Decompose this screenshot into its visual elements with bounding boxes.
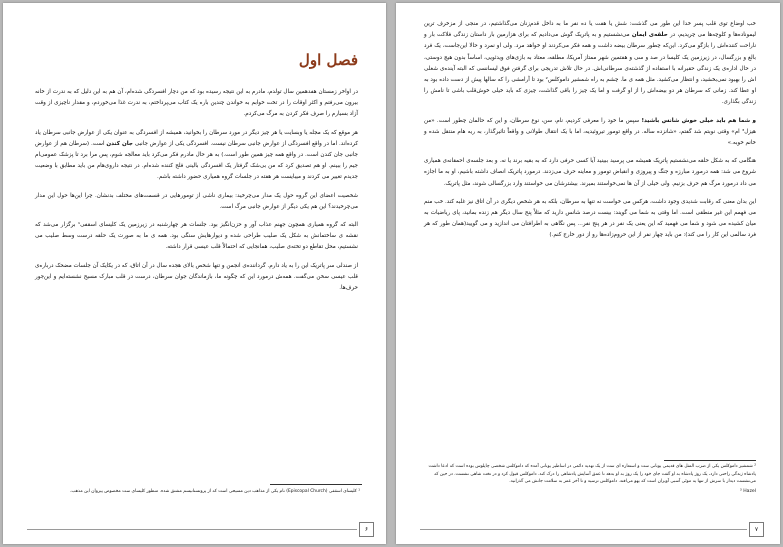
footnote-separator: [664, 460, 756, 461]
bold-phrase: جان کندن: [106, 140, 133, 147]
page-number-rule: [420, 529, 747, 530]
footnotes: [424, 463, 756, 497]
paragraph: از صندلی سر پاتریک این را به یاد دارم. گرداننده‌ی انجمن و تنها شخص بالای هجده سال در آن اتاق، که در یکایک آن جلسات مضحک درباره‌ی قلب عیسی سخن می‌گفت. همه‌ش درمورد این که چگونه ما، بازماندگان جوان سرطان، درست در قلب مبارک مسیح نشسته‌ایم و این‌جور حرف‌ها.: [35, 262, 358, 292]
page-right-body: [424, 19, 756, 249]
page-left-body: [35, 51, 358, 301]
page-number: ۶: [359, 522, 374, 537]
paragraph: شخصیت اعضای این گروه حول یک مدار می‌چرخید: بیماری ناشی از تومورهایی در قسمت‌های مختلف بدنشان. چرا این‌ها حول این مدار می‌چرخیدند؟ این هم یکی دیگر از عوارض جانبی مرگ است.: [35, 192, 358, 210]
paragraph: هنگامی که به شکل حلقه می‌نشستیم پاتریک همیشه می پرسید ببینید آیا کسی حرفی دارد که به بقیه برند یا نه. و بعد جلسه‌ی احمقانه‌ی همیاری شروع می شد: همه درمورد مبارزه و جنگ و پیروزی و انقباض تومور و معاینه حرف می‌زدند. درمورد پاتریک انصاف داشته باشیم، او به ما اجازه می داد درمورد مرگ هم حرف بزنیم. ولی خیلی از آن ها نمی‌خواستند بمیرند. بیشترشان می خواستند وارد بزرگسالی شوند، مثل پاتریک.: [424, 158, 756, 187]
bold-phrase: حلقه‌ی ایمان: [631, 32, 668, 39]
footnote-separator: [270, 484, 362, 485]
page-right: [396, 3, 780, 544]
paragraph: این بدان معنی که رقابت شدیدی وجود داشت، هرکس می خواست نه تنها به سرطان، بلکه به هر شخص دیگری در آن اتاق نیز غلبه کند. خب منم می فهمم این غیر منطقی است. اما وقتی به شما می گویند: بیست درصد شانس دارید که مثلاً پنج سال دیگر هم زنده بمانید، پای ریاضیات به میان کشیده می شود و شما می فهمید که این یعنی یک نفر در هر پنج نفر... پس نگاهی به اطرافتان می اندازید و می گویید(همان طور که هر فرد سالمی این کار را می کند): من باید چهار نفر از این حروم‌زاده‌ها رو از دور خارج کنم.): [424, 198, 756, 239]
paragraph: خب اوضاع توی قلب پسر خدا این طور می گذشت: شش یا هفت یا ده نفر ما به داخل قدم‌زنان می‌گذاشتیم، در منجی از مزخرف ترین لیموناده‌ها و کلوچه‌ها می چریدیم، در حلقه‌ی ایمان می‌نشستیم و به پاتریک گوش می‌دادیم که برای هزارمین بار داستان زندگی فلاکت بار و ناراحت کننده‌اش را بازگو می‌کرد. این‌که چطور سرطان بیضه داشت و همه فکر می‌کردند او خواهد مرد. ولی او نمرد و حالا این‌جاست، یک فرد بالغ و بزرگسال، در زیرزمین یک کلیسا در صد و سی و هفتمین شهر ممتاز آمریکا، مطلقه، معتاد به بازی‌های ویدئویی، اساساً بدون هیچ دوستی، در حال اداره‌ی یک زندگی حقیرانه با استفاده از گذشته‌ی سرطانی‌اش. در حال تلاش تدریجی برای گرفتن فوق لیسانسی که البته آینده‌ی شغلی اش را بهبود نمی‌بخشید، و انتظار می‌کشید. مثل همه ی ما. چشم به راه شمشیر داموکلس² بود تا آرامشی را که سالها پیش از دست داده بود به او عطا کند. زمانی که سرطان هر دو بیضه‌اش را از او گرفت و اما یک چیز را باقی گذاشت، چیزی که باید خیلی خوش‌قلب باشی تا نامش را زندگی بگذاری.: [424, 21, 756, 106]
footnotes: [43, 488, 360, 498]
page-number: ۷: [749, 522, 764, 537]
footnote: ¹ کلیسای اسقفی (Episcopal Church) نام یکی از مذاهب دین مسیحی است که از پروتستانیسم مشتق شده. منظور کلیسای ست مخصوص پیروان این مذهب.: [70, 489, 360, 494]
bold-phrase: و شما هم باید خیلی خوش شانس باشید!: [641, 117, 756, 124]
page-left: [3, 3, 386, 544]
paragraph: و شما هم باید خیلی خوش شانس باشید! سپس ما خود را معرفی کردیم، نام، سن، نوع سرطان، و این که حالمان چطور است. «من هیزل³ ام» وقتی نوبتم شد گفتم، «شانزده ساله. در واقع تومور تیروئیدیه، اما با یک انتقال طولانی و واقعاً تاثیرگذار، به ریه هام منتقل شده و خانم خوبه.»: [424, 117, 756, 147]
chapter-title: فصل اول: [298, 51, 358, 69]
paragraph: هر موقع که یک مجله یا وبسایت یا هر چیز دیگر در مورد سرطان را بخوانید، همیشه از افسردگی به عنوان یکی از عوارض جانبی سرطان یاد کرده‌اند. اما در واقع افسردگی از عوارض جانبی سرطان نیست. افسردگی یکی از عوارض جانبی جان کندن است. (سرطان هم از عوارض جانبی جان کندن است. در واقع همه چیز همین طور است.) به هر حال مادرم فکر می‌کرد باید معالجه شوم، پس مرا برد تا پزشک عمومی‌ام جیم را ببینم. او هم تصدیق کرد که من بی‌شک گرفتار یک افسردگی بالینی فلج کننده شده‌ام. در نتیجه داروی‌هام من باید مطابق با وضعیت جدیدم تغییر می کردند و میبایست هر هفته در جلسات گروه همیاری حضور داشته باشم.: [35, 129, 359, 181]
page-number-rule: [27, 529, 357, 530]
paragraph: البته که گروه همیاری همچون جهنم عذاب آور و حزن‌انگیز بود. جلسات هر چهارشنبه در زیرزمین یک کلیسای اسقفی¹ برگزار می‌شد که نقشه ی ساختمانش به شکل یک صلیب طراحی شده و دیوارهایش سنگی بود. همه ی ما به صورت یک حلقه درست وسط صلیب می نشستیم، محل تقاطع دو تخته‌ی صلیب، همانجایی که احتمالاً قلب عیسی قرار داشته.: [35, 222, 358, 251]
footnote: ² شمشیر داموکلس یکی از ضرب المثل های قدیمی یونانی ست و استعاره ای ست از یک تهدید دائمی در اساطیر یونانی آمده که داموکلس شخصی چاپلوس بوده است که ادعا داشت پادشاه زندگی راحتی دارد، یک روز پادشاه به او گفت جای خود را یک روز به او بدهد تا عمق آسایش پادشاهی را درک کند. داموکلس قبول کرد و در تخت شاهی نشست. در حین که می‌نشست دیدار با سرش از تنها یه موئی آسبی آویزان است که یهو می‌افتد. داموکلس ترسید و تا آخر عمر به سلامت جانش می گذرانید.: [428, 464, 756, 484]
footnote-latin: ³ Hazel: [739, 488, 756, 494]
paragraph: در اواخر زمستان هفدهمین سال تولدم، مادرم به این نتیجه رسیده بود که من دچار افسردگی شده‌ام، آن هم به این دلیل که به ندرت از خانه بیرون می‌رفتم و اکثر اوقات را در تخت خوابم به خواندن چندین باره یک کتاب می‌پرداختم، به ندرت غذا می‌خوردم، و مقدار ناچیزی از وقت آزاد بسیارم را صرف فکر کردن به مرگ می‌کردم.: [35, 89, 358, 118]
